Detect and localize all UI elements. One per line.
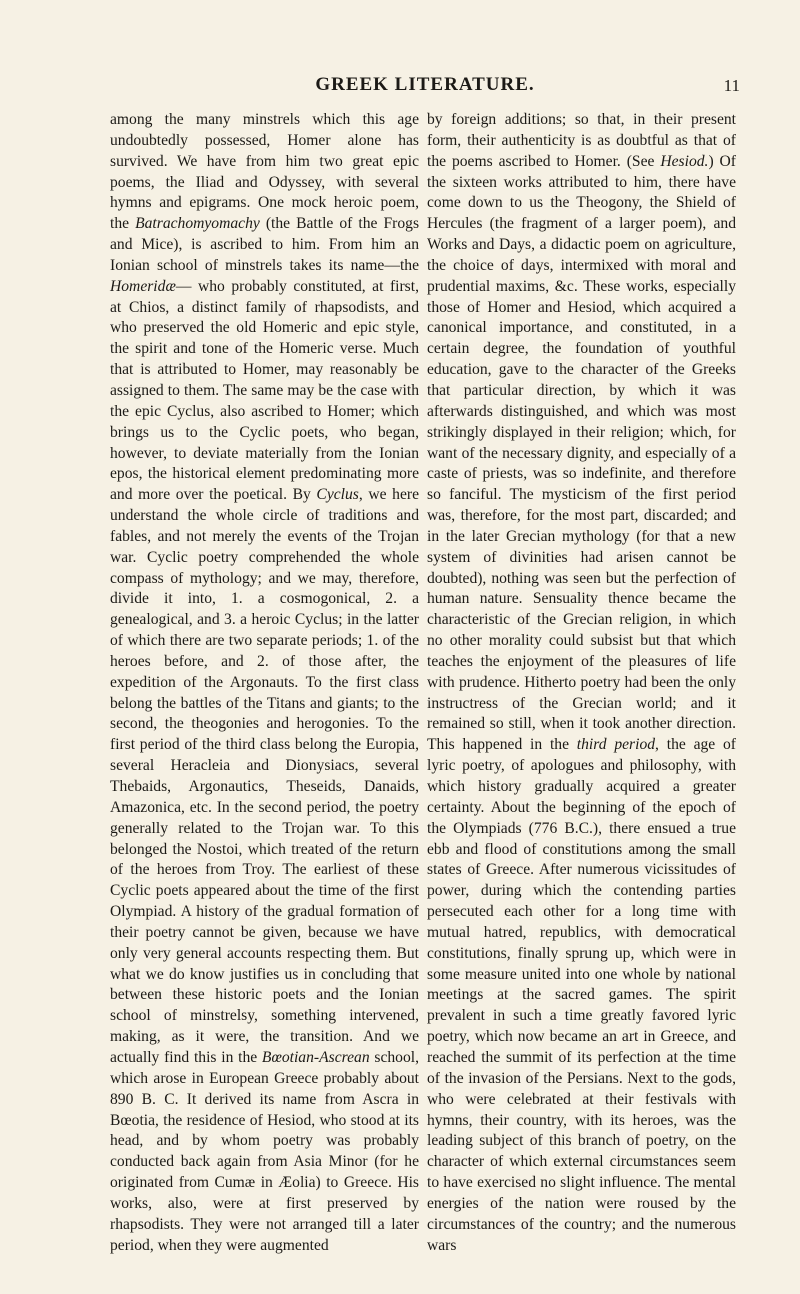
running-title: GREEK LITERATURE. [315,74,535,95]
right-column-text: by foreign additions; so that, in their present form, their authenticity is as doubtful as that of the poems ascribed to Homer. (See Hesiod.) Of the sixteen works attributed to him, there have come down to us the Theogony, the Shield of Hercules (the fragment of a larger poem), and Works and Days, a didactic poem on agriculture, the choice of days, intermixed with moral and prudential maxims, &c. These works, especially those of Homer and Hesiod, which acquired a canonical importance, and constituted, in a certain degree, the foundation of youthful education, gave to the character of the Greeks that particular direction, by which it was afterwards distinguished, and which was most strikingly displayed in their religion; which, for want of the necessary dignity, and especially of a caste of priests, was so indefinite, and therefore so fanciful. The mysticism of the first period was, therefore, for the most part, discarded; and in the later Grecian mythology (for that a new system of divinities had arisen cannot be doubted), nothing was seen but the perfection of human nature. Sensuality thence became the characteristic of the Grecian religion, in which no other morality could subsist but that which teaches the enjoyment of the pleasures of life with prudence. Hitherto poetry had been the only instructress of the Grecian world; and it remained so still, when it took another direction. This happened in the third period, the age of lyric poetry, of apologues and philosophy, with which history gradually acquired a greater certainty. About the beginning of the epoch of the Olympiads (776 B.C.), there ensued a true ebb and flood of constitutions among the small states of Greece. After numerous vicissitudes of power, during which the contending parties persecuted each other for a long time with mutual hatred, republics, with democratical constitutions, finally sprung up, which were in some measure united into one whole by national meetings at the sacred games. The spirit prevalent in such a time greatly favored lyric poetry, which now became an art in Greece, and reached the summit of its perfection at the time of the invasion of the Persians. Next to the gods, who were celebrated at their festivals with hymns, their country, with its heroes, was the leading subject of this branch of poetry, on the character of which external circumstances seem to have exercised no slight influence. The mental energies of the nation were roused by the circumstances of the country; and the numerous wars [427,111,736,1254]
page-number: 11 [723,76,740,95]
left-column-text: among the many minstrels which this age undoubtedly possessed, Homer alone has survived. We have from him two great epic poems, the Iliad and Odyssey, with several hymns and epigrams. One mock heroic poem, the Batrachomyomachy (the Battle of the Frogs and Mice), is ascribed to him. From him an Ionian school of minstrels takes its name—the Homeridæ— who probably constituted, at first, at Chios, a distinct family of rhapsodists, and who preserved the old Homeric and epic style, the spirit and tone of the Homeric verse. Much that is attributed to Homer, may reasonably be assigned to them. The same may be the case with the epic Cyclus, also ascribed to Homer; which brings us to the Cyclic poets, who began, however, to deviate materially from the Ionian epos, the historical element predominating more and more over the poetical. By Cyclus, we here understand the whole circle of traditions and fables, and not merely the events of the Trojan war. Cyclic poetry comprehended the whole compass of mythology; and we may, therefore, divide it into, 1. a cosmogonical, 2. a genealogical, and 3. a heroic Cyclus; in the latter of which there are two separate periods; 1. of the heroes before, and 2. of those after, the expedition of the Argonauts. To the first class belong the battles of the Titans and giants; to the second, the theogonies and herogonies. To the first period of the third class belong the Europia, several Heracleia and Dionysiacs, several Thebaids, Argonautics, Theseids, Danaids, Amazonica, etc. In the second period, the poetry generally related to the Trojan war. To this belonged the Nostoi, which treated of the return of the heroes from Troy. The earliest of these Cyclic poets appeared about the time of the first Olympiad. A history of the gradual formation of their poetry cannot be given, because we have only very general accounts respecting them. But what we do know justifies us in concluding that between these historic poets and the Ionian school of minstrelsy, something intervened, making, as it were, the transition. And we actually find this in the Bœotian-Ascrean school, which arose in European Greece probably about 890 B. C. It derived its name from Ascra in Bœotia, the residence of Hesiod, who stood at its head, and by whom poetry was probably conducted back again from Asia Minor (for he originated from Cumæ in Æolia) to Greece. His works, also, were at first preserved by rhapsodists. They were not arranged till a later period, when they were augmented [110,111,420,1254]
left-column [110,110,419,1256]
page-header [110,74,740,104]
right-column [427,110,736,1256]
